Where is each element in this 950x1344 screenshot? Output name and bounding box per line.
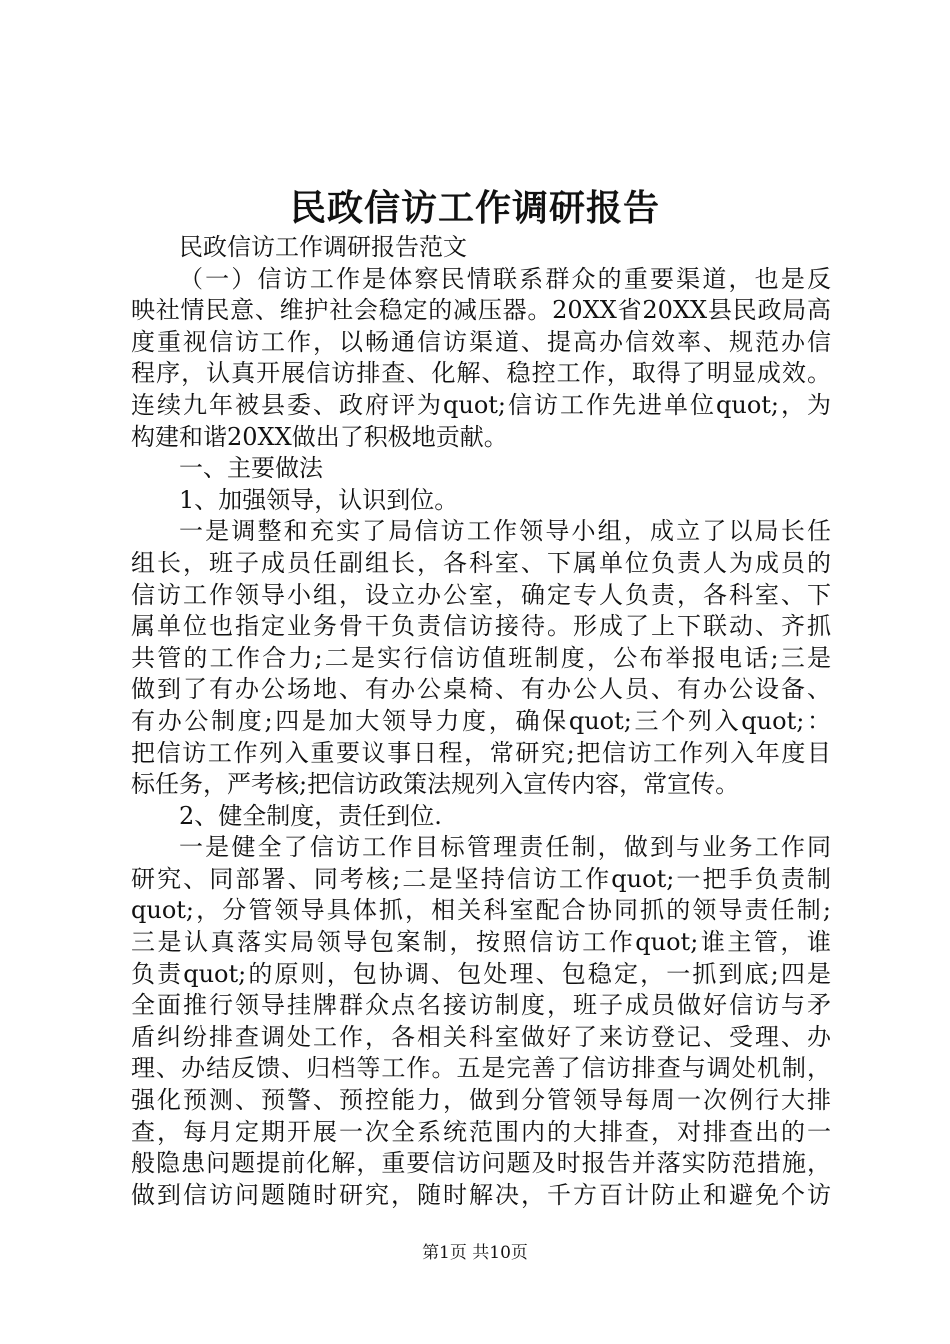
text-line: 1、加强领导，认识到位。 — [179, 485, 459, 514]
text-line: 强化预测、预警、预控能力，做到分管领导每周一次例行大排 — [131, 1086, 831, 1115]
text-line: 一是健全了信访工作目标管理责任制，做到与业务工作同 — [179, 833, 831, 862]
text-line: 把信访工作列入重要议事日程，常研究;把信访工作列入年度目 — [131, 738, 831, 767]
text-line: 有办公制度;四是加大领导力度，确保quot;三个列入quot;： — [131, 706, 831, 735]
text-line: 连续九年被县委、政府评为quot;信访工作先进单位quot;，为 — [131, 390, 831, 419]
text-line: 标任务，严考核;把信访政策法规列入宣传内容，常宣传。 — [131, 770, 740, 799]
text-line: 映社情民意、维护社会稳定的减压器。20XX省20XX县民政局高 — [131, 296, 831, 325]
text-line: 研究、同部署、同考核;二是坚持信访工作quot;一把手负责制 — [131, 864, 831, 893]
text-line: 做到了有办公场地、有办公桌椅、有办公人员、有办公设备、 — [131, 675, 831, 704]
text-line: 属单位也指定业务骨干负责信访接待。形成了上下联动、齐抓 — [131, 612, 831, 641]
text-line: 般隐患问题提前化解，重要信访问题及时报告并落实防范措施， — [131, 1149, 831, 1178]
text-line: 共管的工作合力;二是实行信访值班制度，公布举报电话;三是 — [131, 643, 831, 672]
text-line: 做到信访问题随时研究，随时解决，千方百计防止和避免个访 — [131, 1180, 831, 1209]
text-line: 盾纠纷排查调处工作，各相关科室做好了来访登记、受理、办 — [131, 1022, 831, 1051]
text-line: quot;，分管领导具体抓，相关科室配合协同抓的领导责任制; — [131, 896, 831, 925]
text-line: 一是调整和充实了局信访工作领导小组，成立了以局长任 — [179, 517, 831, 546]
document-body — [131, 232, 831, 1211]
text-line: （一）信访工作是体察民情联系群众的重要渠道，也是反 — [179, 264, 831, 293]
document-title: 民政信访工作调研报告 — [289, 187, 660, 229]
text-line: 组长，班子成员任副组长，各科室、下属单位负责人为成员的 — [131, 548, 831, 577]
text-line: 民政信访工作调研报告范文 — [179, 233, 467, 261]
text-line: 构建和谐20XX做出了积极地贡献。 — [131, 422, 508, 451]
text-line: 一、主要做法 — [179, 454, 323, 483]
text-line: 理、办结反馈、归档等工作。五是完善了信访排查与调处机制， — [131, 1054, 831, 1083]
text-line: 度重视信访工作，以畅通信访渠道、提高办信效率、规范办信 — [131, 327, 831, 356]
text-line: 程序，认真开展信访排查、化解、稳控工作，取得了明显成效。 — [131, 359, 831, 388]
text-line: 2、健全制度，责任到位. — [179, 801, 442, 830]
text-line: 全面推行领导挂牌群众点名接访制度，班子成员做好信访与矛 — [131, 991, 831, 1020]
text-line: 负责quot;的原则，包协调、包处理、包稳定，一抓到底;四是 — [131, 959, 831, 988]
text-line: 三是认真落实局领导包案制，按照信访工作quot;谁主管，谁 — [131, 928, 831, 957]
page-number-footer: 第1页 共10页 — [422, 1243, 528, 1263]
text-line: 信访工作领导小组，设立办公室，确定专人负责，各科室、下 — [131, 580, 831, 609]
text-line: 查，每月定期开展一次全系统范围内的大排查，对排查出的一 — [131, 1117, 831, 1146]
